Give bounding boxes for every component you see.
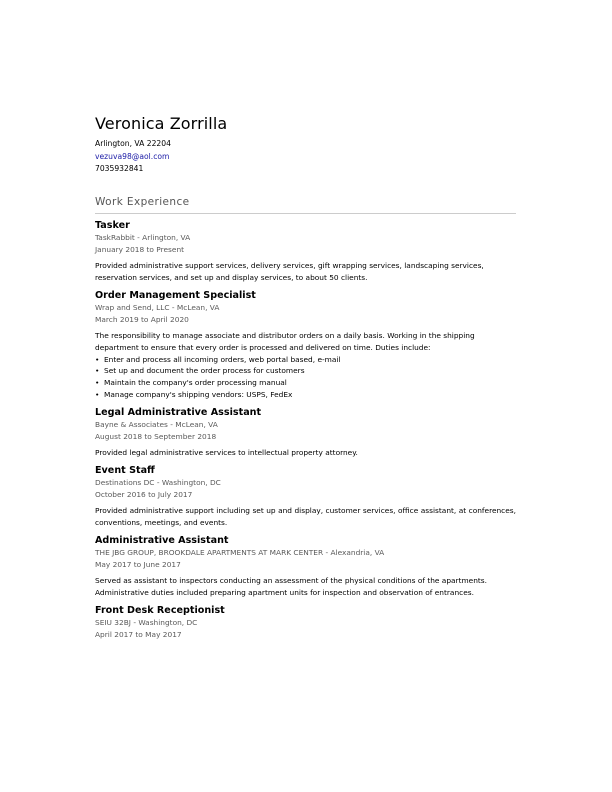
bullet-icon: • — [95, 378, 100, 388]
list-item-text: Enter and process all incoming orders, web portal based, e-mail — [104, 354, 341, 364]
bullet-icon: • — [95, 354, 100, 364]
phone: 7035932841 — [95, 164, 144, 173]
job-company-location: TaskRabbit - Arlington, VA — [95, 232, 191, 242]
section-title-work-experience: Work Experience — [95, 196, 516, 214]
location: Arlington, VA 22204 — [95, 139, 171, 148]
list-item-text: Manage company's shipping vendors: USPS, FedEx — [104, 389, 293, 399]
job-company-location: THE JBG GROUP, BROOKDALE APARTMENTS AT MARK CENTER - Alexandria, VA — [95, 547, 385, 557]
bullet-icon: • — [95, 389, 100, 399]
job-dates: January 2018 to Present — [95, 244, 185, 254]
job-description: Provided legal administrative services to intellectual property attorney. — [95, 448, 358, 458]
job-company: Destinations DC — [95, 477, 155, 487]
job-dates: April 2017 to May 2017 — [95, 630, 182, 640]
job-title: Administrative Assistant — [95, 534, 229, 546]
job-dates: October 2016 to July 2017 — [95, 490, 193, 500]
list-item — [95, 365, 516, 377]
job-company: Bayne & Associates — [95, 419, 168, 429]
job-dates: March 2019 to April 2020 — [95, 314, 189, 324]
job-company-location: Wrap and Send, LLC - McLean, VA — [95, 302, 220, 312]
job-title: Event Staff — [95, 464, 155, 476]
job-company: Wrap and Send, LLC — [95, 302, 170, 312]
job-company: TaskRabbit — [95, 232, 135, 242]
job-entry — [95, 407, 516, 459]
job-title: Tasker — [95, 219, 130, 231]
list-item — [95, 377, 516, 389]
list-item — [95, 354, 516, 366]
job-company: THE JBG GROUP, BROOKDALE APARTMENTS AT MARK CENTER — [95, 547, 324, 557]
job-description: The responsibility to manage associate and distributor orders on a daily basis. Working in the shipping department to ensure that every order is processed and delivered on time. Duties include: — [95, 330, 475, 352]
job-company-location: Destinations DC - Washington, DC — [95, 477, 221, 487]
job-description: Provided administrative support including set up and display, customer services, office assistant, at conferences, conventions, meetings, and events. — [95, 506, 516, 528]
job-title: Front Desk Receptionist — [95, 604, 225, 616]
job-location: Washington, DC — [138, 617, 198, 627]
job-title: Legal Administrative Assistant — [95, 406, 262, 418]
list-item — [95, 389, 516, 401]
job-location: Arlington, VA — [142, 232, 191, 242]
bullet-icon: • — [95, 366, 100, 376]
job-company-location: Bayne & Associates - McLean, VA — [95, 419, 218, 429]
job-entry — [95, 465, 516, 529]
job-company-location: SEIU 32BJ - Washington, DC — [95, 617, 198, 627]
job-company: SEIU 32BJ — [95, 617, 131, 627]
job-location: Alexandria, VA — [330, 547, 385, 557]
email-link[interactable]: vezuva98@aol.com — [95, 151, 170, 161]
list-item-text: Maintain the company's order processing manual — [104, 378, 287, 388]
job-entry — [95, 605, 516, 641]
job-description: Provided administrative support services, delivery services, gift wrapping services, landscaping services, reservation services, and set up and display services, to about 50 clients. — [95, 260, 484, 282]
candidate-name: Veronica Zorrilla — [95, 114, 228, 133]
job-entry — [95, 220, 516, 284]
job-title: Order Management Specialist — [95, 289, 256, 301]
job-location: McLean, VA — [176, 302, 220, 312]
job-location: McLean, VA — [175, 419, 218, 429]
job-entry — [95, 535, 516, 599]
list-item-text: Set up and document the order process for customers — [104, 366, 305, 376]
duties-list — [95, 354, 516, 401]
job-entry — [95, 290, 516, 401]
job-location: Washington, DC — [161, 477, 221, 487]
job-dates: May 2017 to June 2017 — [95, 560, 181, 570]
job-dates: August 2018 to September 2018 — [95, 431, 217, 441]
job-description: Served as assistant to inspectors conducting an assessment of the physical conditions of the apartments. Administrative duties included preparing apartment units for inspection and observation of entrances. — [95, 576, 488, 598]
